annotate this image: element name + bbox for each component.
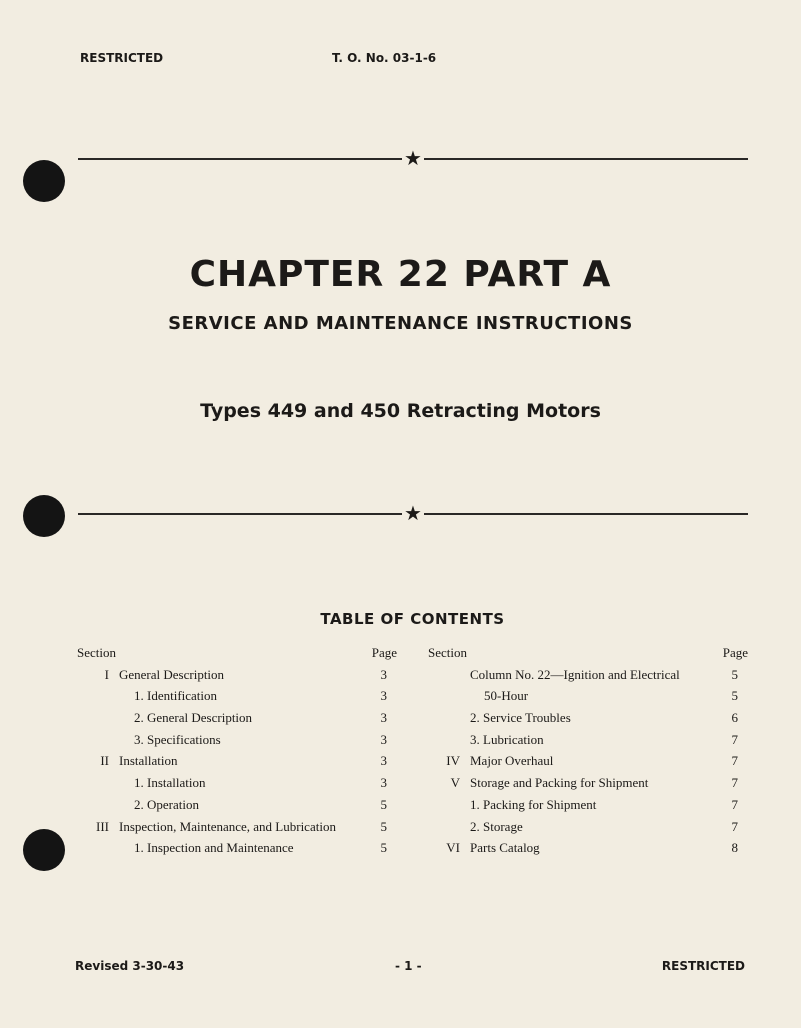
toc-entry[interactable] [428,750,748,772]
entry-page: 3 [380,688,387,704]
entry-label: 3. Specifications [134,731,221,747]
section-number: IV [446,753,460,769]
entry-page: 8 [731,840,738,856]
entry-label: 1. Inspection and Maintenance [134,840,294,856]
section-number: V [450,775,460,791]
entry-label: 2. General Description [134,710,253,726]
toc-entry[interactable] [77,772,397,794]
toc-entry[interactable] [77,685,397,707]
header-classification: RESTRICTED [80,51,164,65]
entry-label: General Description [119,666,225,682]
toc-column-header [428,642,748,664]
section-column-label: Section [428,645,467,660]
entry-label: Major Overhaul [470,753,554,769]
entry-page: 6 [731,710,738,726]
toc-entry[interactable] [428,794,748,816]
toc-left-column [77,642,397,859]
entry-page: 3 [380,666,387,682]
toc-entry[interactable] [77,816,397,838]
toc-entry[interactable] [428,837,748,859]
entry-label: Installation [119,753,178,769]
toc-entry[interactable] [77,707,397,729]
entry-label: 2. Service Troubles [470,710,571,726]
toc-entry[interactable] [428,816,748,838]
entry-page: 5 [731,688,738,704]
star-icon: ★ [404,148,422,170]
section-number: II [100,753,109,769]
toc-entry[interactable] [428,772,748,794]
toc-entry[interactable] [77,794,397,816]
section-number: VI [446,840,460,856]
revision-date: Revised 3-30-43 [75,959,185,973]
toc-entry[interactable] [77,750,397,772]
entry-page: 7 [731,775,738,791]
binder-hole-top [23,160,65,202]
binder-hole-bottom [23,829,65,871]
entry-page: 5 [380,818,387,834]
toc-entry[interactable] [428,729,748,751]
entry-page: 7 [731,796,738,812]
entry-page: 5 [380,796,387,812]
entry-label: 1. Identification [134,688,218,704]
binder-hole-middle [23,495,65,537]
entry-page: 3 [380,753,387,769]
entry-label: Inspection, Maintenance, and Lubrication [119,818,336,834]
entry-label: 2. Storage [470,818,523,834]
toc-entry[interactable] [428,707,748,729]
entry-label: Column No. 22—Ignition and Electrical [470,666,680,682]
toc-entry[interactable] [77,729,397,751]
chapter-title: CHAPTER 22 PART A [189,254,612,295]
section-column-label: Section [77,645,116,660]
entry-page: 3 [380,775,387,791]
entry-page: 7 [731,753,738,769]
entry-label: 1. Installation [134,775,206,791]
toc-entry[interactable] [428,685,748,707]
document-subtitle: SERVICE AND MAINTENANCE INSTRUCTIONS [168,313,633,334]
toc-heading: TABLE OF CONTENTS [320,610,505,628]
toc-right-column [428,642,748,859]
section-number: III [96,818,109,834]
entry-page: 5 [731,666,738,682]
entry-label: 3. Lubrication [470,731,544,747]
toc-entry[interactable] [77,837,397,859]
entry-label: 50-Hour [484,688,529,704]
section-number: I [104,666,109,682]
entry-label: 2. Operation [134,796,199,812]
entry-label: Storage and Packing for Shipment [470,775,649,791]
entry-label: 1. Packing for Shipment [470,796,597,812]
star-icon: ★ [404,503,422,525]
toc-column-header [77,642,397,664]
footer-classification: RESTRICTED [661,959,745,973]
product-title: Types 449 and 450 Retracting Motors [200,400,601,422]
toc-entry[interactable] [428,664,748,686]
page-column-label: Page [371,645,397,660]
entry-page: 3 [380,710,387,726]
page-number: - 1 - [395,959,422,973]
tech-order-number: T. O. No. 03-1-6 [332,51,437,65]
entry-label: Parts Catalog [470,840,540,856]
toc-entry[interactable] [77,664,397,686]
entry-page: 7 [731,731,738,747]
page-column-label: Page [722,645,748,660]
entry-page: 3 [380,731,387,747]
entry-page: 5 [380,840,387,856]
entry-page: 7 [731,818,738,834]
